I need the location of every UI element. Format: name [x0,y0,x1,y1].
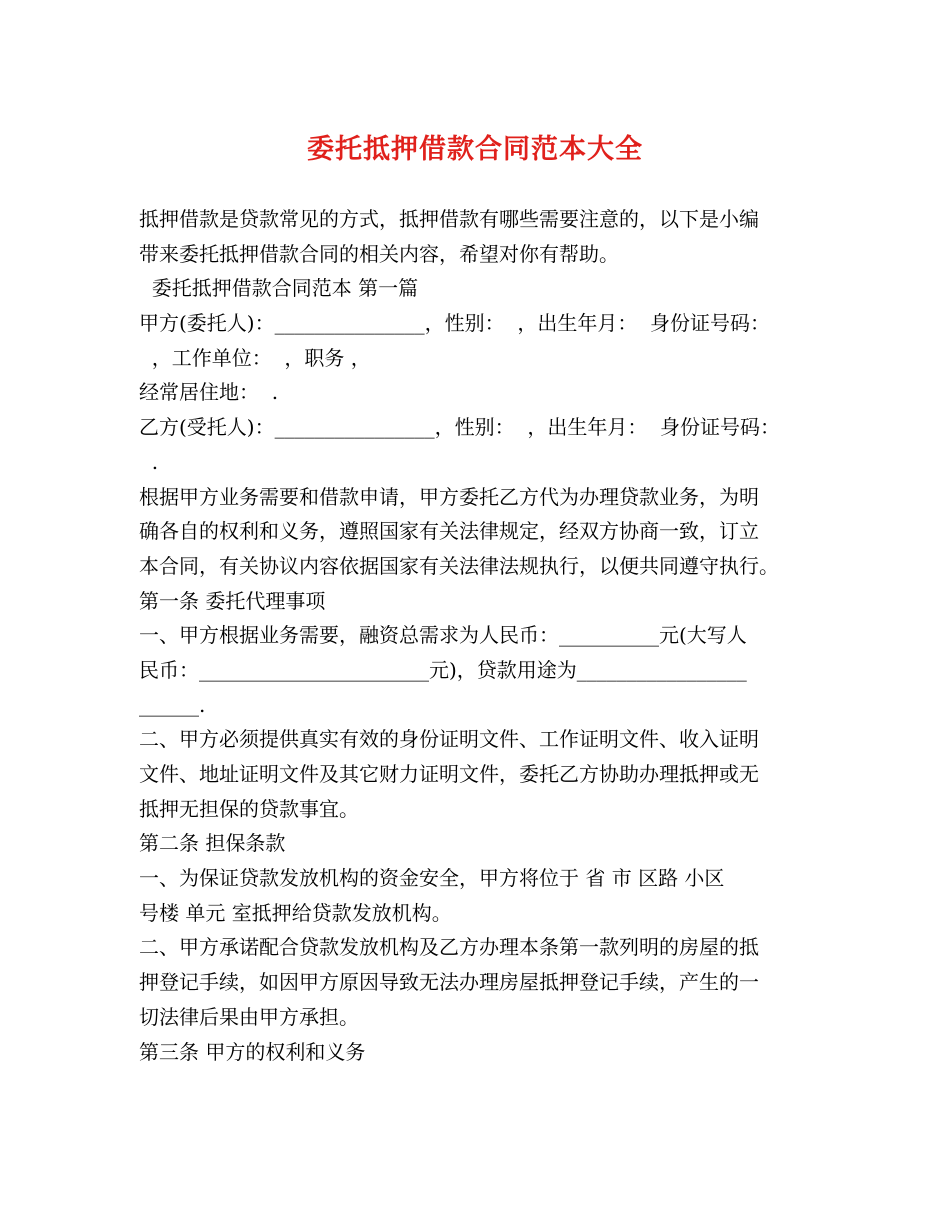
text-line: 抵押借款是贷款常见的方式，抵押借款有哪些需要注意的，以下是小编 [139,207,759,231]
text-line: 本合同，有关协议内容依据国家有关法律法规执行，以便共同遵守执行。 [139,553,779,578]
text-line: 第三条 甲方的权利和义务 [139,1039,366,1064]
text-line: 二、甲方承诺配合贷款发放机构及乙方办理本条第一款列明的房屋的抵 [139,935,759,960]
text-line: 抵押无担保的贷款事宜。 [139,796,359,821]
document-body [139,202,829,1069]
text-line: 号楼 单元 室抵押给贷款发放机构。 [139,900,452,925]
text-line: 切法律后果由甲方承担。 [139,1004,359,1029]
text-line: 带来委托抵押借款合同的相关内容，希望对你有帮助。 [139,241,619,266]
text-line: 确各自的权利和义务，遵照国家有关法律规定，经双方协商一致，订立 [139,519,759,544]
text-line: 民币：_______________________元)，贷款用途为_________________ [139,657,747,682]
text-line: 押登记手续，如因甲方原因导致无法办理房屋抵押登记手续，产生的一 [139,970,759,995]
text-line: 二、甲方必须提供真实有效的身份证明文件、工作证明文件、收入证明 [139,727,759,752]
text-line: 一、甲方根据业务需要，融资总需求为人民币：__________元(大写人 [139,623,747,648]
text-line: 经常居住地： . [139,380,279,405]
text-line: . [139,449,159,474]
text-line: 甲方(委托人)：_______________，性别： ，出生年月： 身份证号码： [139,311,771,336]
text-line: 委托抵押借款合同范本 第一篇 [139,276,419,301]
text-line: 一、为保证贷款发放机构的资金安全，甲方将位于 省 市 区路 小区 [139,866,725,891]
text-line: 根据甲方业务需要和借款申请，甲方委托乙方代为办理贷款业务，为明 [139,484,759,509]
text-line: ，工作单位： ，职务 ， [139,345,371,370]
document-title: 委托抵押借款合同范本大全 [307,134,643,165]
text-line: 第一条 委托代理事项 [139,588,326,613]
text-line: 乙方(受托人)：________________，性别： ，出生年月： 身份证号码： [139,415,781,440]
text-line: 文件、地址证明文件及其它财力证明文件，委托乙方协助办理抵押或无 [139,762,759,786]
text-line: 第二条 担保条款 [139,831,286,856]
text-line: ______. [139,692,206,717]
